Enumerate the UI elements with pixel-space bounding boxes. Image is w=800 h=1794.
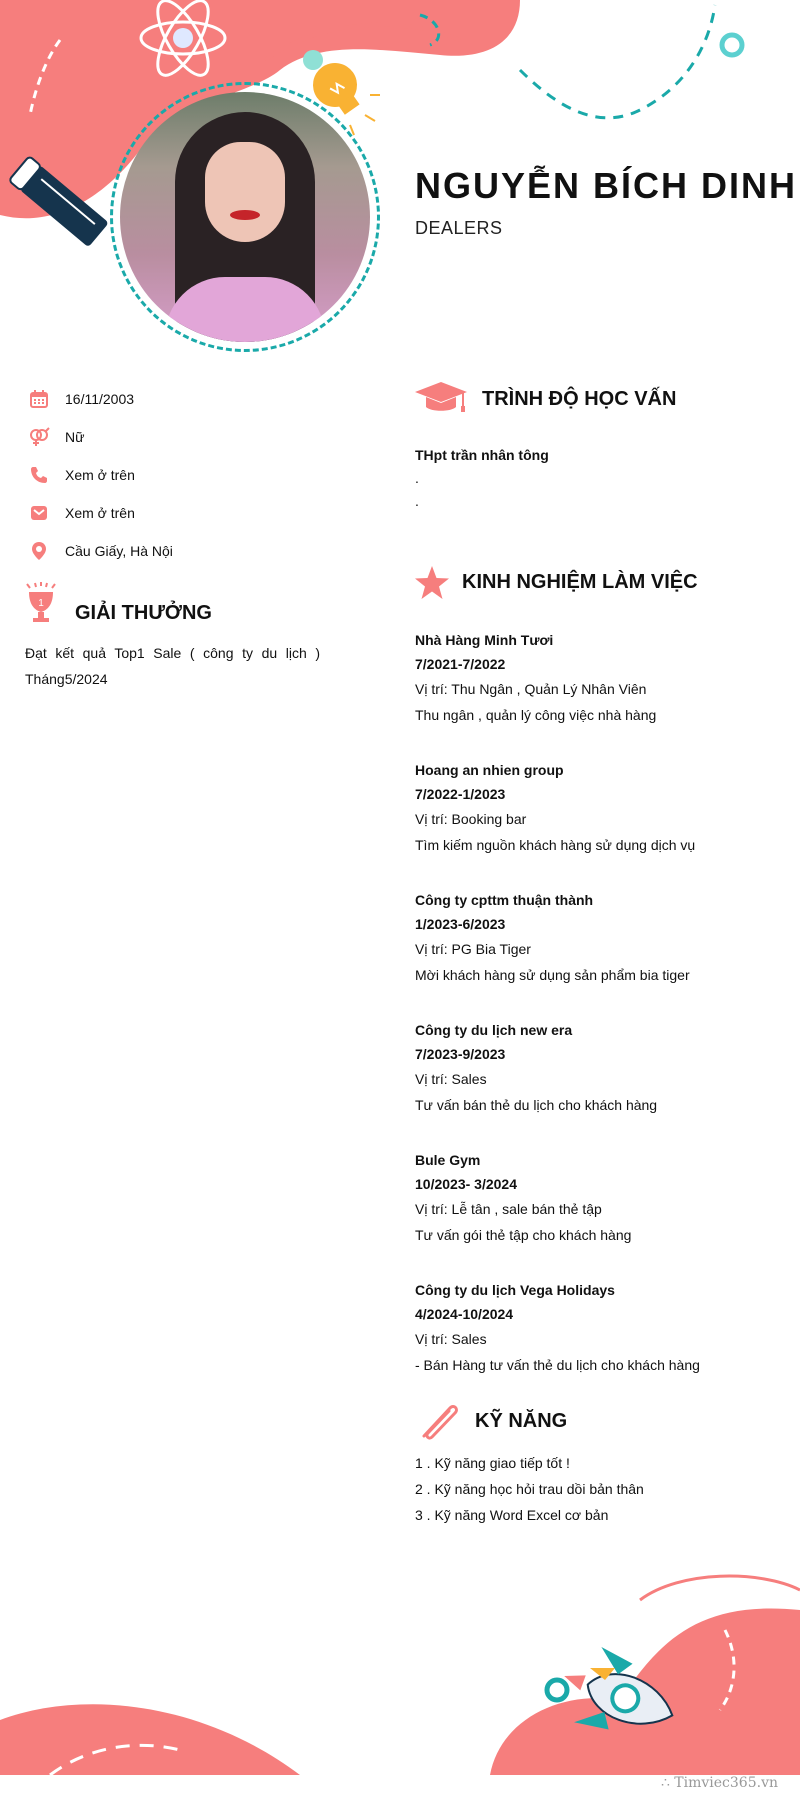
email-icon	[28, 502, 50, 524]
info-phone	[28, 463, 358, 487]
exp-role: Vị trí: Sales	[415, 1331, 487, 1347]
candidate-name: NGUYỄN BÍCH DINH	[415, 165, 798, 206]
watermark: ∴ Timviec365.vn	[660, 1775, 778, 1791]
skill-item: 2 . Kỹ năng học hỏi trau dồi bản thân	[415, 1481, 644, 1497]
exp-company: Công ty du lịch Vega Holidays	[415, 1282, 615, 1298]
education-school: THpt trần nhân tông	[415, 447, 549, 463]
exp-desc: - Bán Hàng tư vấn thẻ du lịch cho khách hàng	[415, 1357, 700, 1373]
phone-icon	[28, 464, 50, 486]
info-email	[28, 501, 358, 525]
exp-desc: Tìm kiếm nguồn khách hàng sử dụng dịch vụ	[415, 837, 696, 853]
exp-period: 10/2023- 3/2024	[415, 1176, 517, 1192]
avatar-photo	[120, 92, 370, 342]
exp-desc: Tư vấn bán thẻ du lịch cho khách hàng	[415, 1097, 658, 1113]
exp-role: Vị trí: Booking bar	[415, 811, 527, 827]
exp-role: Vị trí: Lễ tân , sale bán thẻ tập	[415, 1201, 602, 1217]
exp-company: Hoang an nhien group	[415, 762, 564, 778]
phone-value: Xem ở trên	[65, 467, 135, 483]
skill-item: 3 . Kỹ năng Word Excel cơ bản	[415, 1507, 609, 1523]
trophy-icon	[24, 582, 58, 631]
exp-period: 4/2024-10/2024	[415, 1306, 514, 1322]
candidate-position: DEALERS	[415, 218, 503, 238]
info-gender	[28, 425, 358, 449]
exp-company: Công ty du lịch new era	[415, 1022, 573, 1038]
bottom-left-blob	[0, 1704, 300, 1775]
education-line-1: .	[415, 470, 419, 486]
experience-title: KINH NGHIỆM LÀM VIỆC	[462, 571, 698, 593]
education-line-2: .	[415, 493, 419, 509]
exp-company: Nhà Hàng Minh Tươi	[415, 632, 554, 648]
exp-period: 7/2021-7/2022	[415, 656, 506, 672]
email-value: Xem ở trên	[65, 505, 135, 521]
skills-title: KỸ NĂNG	[475, 1410, 568, 1432]
birthday-value: 16/11/2003	[65, 391, 135, 407]
exp-period: 7/2022-1/2023	[415, 786, 506, 802]
avatar	[110, 82, 380, 352]
exp-desc: Thu ngân , quản lý công việc nhà hàng	[415, 707, 657, 723]
awards-text: Đạt kết quả Top1 Sale ( công ty du lịch ) Tháng5/2024	[25, 645, 320, 687]
gender-value: Nữ	[65, 429, 85, 445]
skill-item: 1 . Kỹ năng giao tiếp tốt !	[415, 1455, 570, 1471]
education-title: TRÌNH ĐỘ HỌC VẤN	[482, 388, 677, 410]
exp-company: Công ty cpttm thuận thành	[415, 892, 594, 908]
exp-period: 1/2023-6/2023	[415, 916, 506, 932]
exp-desc: Tư vấn gói thẻ tập cho khách hàng	[415, 1227, 632, 1243]
exp-role: Vị trí: Thu Ngân , Quản Lý Nhân Viên	[415, 681, 647, 697]
paperclip-icon	[416, 1400, 460, 1447]
exp-role: Vị trí: PG Bia Tiger	[415, 941, 531, 957]
exp-company: Bule Gym	[415, 1152, 481, 1168]
exp-desc: Mời khách hàng sử dụng sản phẩm bia tiger	[415, 967, 690, 983]
location-icon	[28, 540, 50, 562]
info-birthday	[28, 387, 358, 411]
exp-role: Vị trí: Sales	[415, 1071, 487, 1087]
exp-period: 7/2023-9/2023	[415, 1046, 506, 1062]
address-value: Cầu Giấy, Hà Nội	[65, 543, 173, 559]
star-icon	[414, 565, 450, 606]
gender-icon	[28, 426, 50, 448]
teal-ring	[722, 35, 742, 55]
svg-text:1: 1	[38, 598, 44, 609]
awards-title: GIẢI THƯỞNG	[75, 602, 212, 624]
info-address	[28, 539, 358, 563]
calendar-icon	[28, 388, 50, 410]
graduation-cap-icon	[413, 380, 469, 421]
